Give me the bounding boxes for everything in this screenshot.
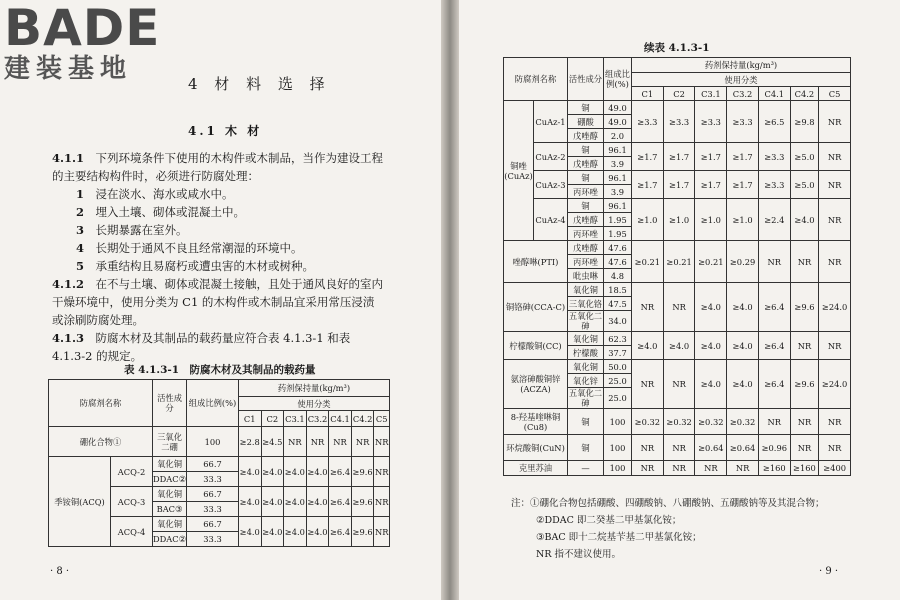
cell-value: ≥4.0 (727, 283, 759, 332)
cell-active: 氧化铜 (568, 360, 604, 374)
cell-value: NR (306, 427, 329, 457)
cell-ratio: 66.7 (187, 487, 239, 502)
cell-name: 唑醇啉(PTI) (504, 241, 568, 283)
cell-active: 氧化铜 (153, 457, 187, 472)
cell-value: ≥4.0 (284, 457, 307, 487)
cell-value: ≥3.3 (695, 101, 727, 143)
cell-value: ≥1.7 (663, 143, 695, 171)
retention-table-right (503, 57, 851, 476)
cell-value: NR (819, 171, 851, 199)
class-header: C2 (663, 87, 695, 101)
cell-ratio: 37.7 (604, 346, 632, 360)
cell-value: ≥0.32 (632, 409, 664, 435)
cell-value: ≥4.0 (306, 487, 329, 517)
cell-value: NR (819, 101, 851, 143)
list-number: 1 (76, 187, 85, 201)
clause-4-1-3 (52, 331, 350, 345)
cell-active: DDAC② (153, 532, 187, 547)
cell-ratio: 33.3 (187, 532, 239, 547)
cell-value: ≥1.0 (695, 199, 727, 241)
clause-4-1-2-line2: 干燥环境中，使用分类为 C1 的木构件或木制品宜采用常压浸渍 (52, 295, 375, 309)
cell-value: NR (819, 143, 851, 171)
chapter-title: 4 材 料 选 择 (188, 75, 331, 93)
table-note: ②DDAC 即二癸基二甲基氯化铵； (536, 515, 682, 526)
cell-active: 氧化锌 (568, 374, 604, 388)
table-caption: 续表 4.1.3-1 (644, 42, 710, 54)
header-name: 防腐剂名称 (504, 58, 568, 101)
cell-value: ≥3.3 (758, 143, 790, 171)
cell-active: — (568, 461, 604, 476)
cell-value: NR (819, 409, 851, 435)
cell-name: CuAz-3 (534, 171, 568, 199)
cell-active: 戊唑醇 (568, 241, 604, 255)
cell-value: ≥9.8 (790, 101, 819, 143)
list-item (76, 187, 234, 201)
cell-value: ≥1.7 (695, 171, 727, 199)
cell-value: NR (663, 435, 695, 461)
cell-value: ≥0.21 (632, 241, 664, 283)
cell-ratio: 25.0 (604, 388, 632, 409)
cell-value: ≥1.7 (632, 143, 664, 171)
logo-subtitle: 建装基地 (4, 54, 133, 84)
cell-value: ≥9.6 (351, 487, 374, 517)
cell-active: 丙环唑 (568, 227, 604, 241)
table-row (504, 435, 851, 461)
cell-value: ≥1.7 (727, 143, 759, 171)
header-retention: 药剂保持量(kg/m³) (238, 380, 389, 397)
header-active: 活性成分 (153, 380, 187, 427)
cell-ratio: 100 (604, 409, 632, 435)
cell-active: 铜 (568, 435, 604, 461)
class-header: C5 (374, 411, 390, 427)
cell-ratio: 47.5 (604, 297, 632, 311)
cell-value: ≥24.0 (819, 283, 851, 332)
cell-value: NR (632, 283, 664, 332)
left-page (0, 0, 441, 600)
retention-table-left (48, 379, 390, 547)
table-caption: 表 4.1.3-1 防腐木材及其制品的载药量 (124, 364, 316, 376)
cell-value: ≥9.6 (351, 457, 374, 487)
page-number: · 9 · (819, 566, 839, 577)
cell-ratio: 25.0 (604, 374, 632, 388)
cell-value: ≥4.0 (632, 332, 664, 360)
cell-ratio: 4.8 (604, 269, 632, 283)
cell-value: ≥5.0 (790, 171, 819, 199)
cell-ratio: 96.1 (604, 199, 632, 213)
cell-ratio: 1.95 (604, 227, 632, 241)
cell-ratio: 3.9 (604, 185, 632, 199)
cell-name: 铜铬砷(CCA-C) (504, 283, 568, 332)
cell-value: ≥4.0 (790, 199, 819, 241)
cell-value: NR (819, 241, 851, 283)
cell-value: NR (790, 332, 819, 360)
cell-value: NR (351, 427, 374, 457)
clause-number: 4.1.1 (52, 151, 85, 165)
class-header: C4.1 (329, 411, 352, 427)
cell-value: ≥6.4 (329, 457, 352, 487)
class-header: C3.1 (284, 411, 307, 427)
cell-ratio: 96.1 (604, 143, 632, 157)
cell-value: ≥4.0 (695, 283, 727, 332)
logo-wordmark: BADE (4, 0, 161, 57)
cell-value: ≥4.0 (727, 332, 759, 360)
cell-value: NR (284, 427, 307, 457)
clause-number: 4.1.2 (52, 277, 85, 291)
cell-value: NR (819, 332, 851, 360)
clause-4-1-2-line3: 或涂刷防腐处理。 (52, 313, 144, 327)
cell-ratio: 3.9 (604, 157, 632, 171)
table-row (504, 143, 851, 157)
cell-ratio: 18.5 (604, 283, 632, 297)
cell-active: 氧化铜 (568, 283, 604, 297)
section-title: 4.1 木 材 (188, 124, 263, 138)
cell-active: 戊唑醇 (568, 129, 604, 143)
cell-value: NR (819, 435, 851, 461)
cell-value: ≥0.29 (727, 241, 759, 283)
cell-value: NR (663, 283, 695, 332)
cell-value: ≥0.64 (695, 435, 727, 461)
cell-ratio: 33.3 (187, 502, 239, 517)
cell-active: 三氧化二硼 (153, 427, 187, 457)
class-header: C5 (819, 87, 851, 101)
cell-value: NR (632, 461, 664, 476)
list-number: 4 (76, 241, 85, 255)
cell-active: 五氧化二砷 (568, 311, 603, 331)
cell-value: ≥4.0 (663, 332, 695, 360)
list-item (76, 241, 303, 255)
table-row (504, 332, 851, 346)
cell-name: ACQ-2 (111, 457, 153, 487)
table-row (49, 457, 390, 472)
cell-name: 硼化合物① (49, 427, 153, 457)
cell-active: 丙环唑 (568, 255, 604, 269)
cell-value: ≥4.0 (284, 517, 307, 547)
cell-value: ≥4.0 (727, 360, 759, 409)
cell-value: NR (374, 427, 390, 457)
cell-value: ≥1.7 (695, 143, 727, 171)
cell-value: ≥160 (790, 461, 819, 476)
cell-ratio: 100 (604, 435, 632, 461)
cell-value: ≥4.0 (261, 487, 284, 517)
table-row (504, 409, 851, 435)
cell-active: 柠檬酸 (568, 346, 604, 360)
cell-value: NR (663, 461, 695, 476)
cell-active: 铜 (568, 143, 604, 157)
header-ratio: 组成比例(%) (604, 58, 632, 101)
cell-value: ≥6.4 (758, 332, 790, 360)
cell-value: ≥0.21 (663, 241, 695, 283)
cell-value: ≥6.4 (758, 360, 790, 409)
cell-value: NR (695, 461, 727, 476)
cell-value: ≥3.3 (727, 101, 759, 143)
cell-value: ≥6.4 (329, 487, 352, 517)
cell-value: ≥4.0 (284, 487, 307, 517)
cell-value: ≥4.0 (695, 360, 727, 409)
table-row (504, 283, 851, 297)
cell-active: 氧化铜 (568, 332, 604, 346)
cell-ratio: 2.0 (604, 129, 632, 143)
cell-value: NR (758, 409, 790, 435)
cell-ratio: 66.7 (187, 517, 239, 532)
class-header: C2 (261, 411, 284, 427)
cell-active: 铜 (568, 171, 604, 185)
cell-active: 丙环唑 (568, 185, 604, 199)
cell-value: NR (632, 435, 664, 461)
cell-value: ≥0.96 (758, 435, 790, 461)
cell-value: NR (374, 457, 390, 487)
cell-value: ≥0.32 (727, 409, 759, 435)
cell-value: ≥3.3 (758, 171, 790, 199)
cell-name: CuAz-4 (534, 199, 568, 241)
table-note: ③BAC 即十二烷基苄基二甲基氯化铵； (536, 532, 702, 543)
cell-ratio: 50.0 (604, 360, 632, 374)
header-active: 活性成分 (568, 58, 604, 101)
list-number: 5 (76, 259, 85, 273)
cell-value: NR (790, 435, 819, 461)
cell-value: ≥3.3 (663, 101, 695, 143)
clause-text: 防腐木材及其制品的载药量应符合表 4.1.3-1 和表 (95, 331, 351, 345)
table-row (504, 199, 851, 213)
clause-text: 在不与土壤、砌体或混凝土接触，且处于通风良好的室内 (95, 277, 384, 291)
cell-value: ≥6.5 (758, 101, 790, 143)
table-row (49, 427, 390, 457)
cell-name: 克里苏油 (504, 461, 568, 476)
cell-value: ≥6.4 (329, 517, 352, 547)
cell-ratio: 100 (187, 427, 239, 457)
cell-value: ≥4.0 (695, 332, 727, 360)
right-page (459, 0, 900, 600)
clause-4-1-2 (52, 277, 383, 291)
cell-name: 环烷酸铜(CuN) (504, 435, 568, 461)
cell-value: ≥2.8 (238, 427, 261, 457)
cell-value: NR (727, 461, 759, 476)
cell-value: ≥0.21 (695, 241, 727, 283)
cell-value: ≥6.4 (758, 283, 790, 332)
cell-value: ≥160 (758, 461, 790, 476)
table-row (504, 241, 851, 255)
cell-value: ≥4.0 (238, 517, 261, 547)
clause-4-1-1 (52, 151, 383, 165)
cell-active: 硼酸 (568, 115, 604, 129)
cell-ratio: 66.7 (187, 457, 239, 472)
cell-name: 氨溶砷酸铜锌(ACZA) (504, 360, 568, 409)
cell-group: 季铵铜(ACQ) (49, 457, 111, 547)
cell-value: NR (663, 360, 695, 409)
cell-ratio: 1.95 (604, 213, 632, 227)
cell-value: ≥3.3 (632, 101, 664, 143)
cell-value: NR (632, 360, 664, 409)
cell-value: NR (790, 409, 819, 435)
class-header: C4.2 (790, 87, 819, 101)
header-ratio: 组成比例(%) (187, 380, 239, 427)
table-row (504, 171, 851, 185)
cell-name: ACQ-3 (111, 487, 153, 517)
cell-value: ≥4.0 (306, 517, 329, 547)
cell-ratio: 34.0 (604, 311, 632, 332)
header-name: 防腐剂名称 (49, 380, 153, 427)
cell-value: ≥1.0 (727, 199, 759, 241)
cell-value: ≥4.0 (306, 457, 329, 487)
cell-active: 戊唑醇 (568, 157, 604, 171)
cell-value: NR (329, 427, 352, 457)
cell-active: 铜 (568, 199, 604, 213)
header-retention: 药剂保持量(kg/m³) (632, 58, 851, 73)
list-item (76, 223, 188, 237)
clause-text: 下列环境条件下使用的木构件或木制品，当作为建设工程 (95, 151, 384, 165)
cell-value: ≥4.0 (238, 487, 261, 517)
header-class: 使用分类 (238, 397, 389, 411)
cell-value: NR (374, 517, 390, 547)
cell-value: ≥1.0 (663, 199, 695, 241)
cell-value: ≥4.0 (261, 517, 284, 547)
cell-value: ≥1.0 (632, 199, 664, 241)
class-header: C3.1 (695, 87, 727, 101)
cell-value: ≥0.64 (727, 435, 759, 461)
cell-value: ≥4.0 (238, 457, 261, 487)
cell-active: 铜 (568, 409, 604, 435)
cell-value: ≥4.0 (261, 457, 284, 487)
list-text: 长期处于通风不良且经常潮湿的环境中。 (95, 241, 303, 255)
page-number: · 8 · (50, 566, 70, 577)
table-note: 注：①硼化合物包括硼酸、四硼酸钠、八硼酸钠、五硼酸钠等及其混合物； (511, 498, 825, 509)
cell-value: ≥1.7 (727, 171, 759, 199)
cell-ratio: 100 (604, 461, 632, 476)
class-header: C1 (632, 87, 664, 101)
cell-active: BAC③ (153, 502, 187, 517)
list-item (76, 205, 245, 219)
cell-active: 氧化铜 (153, 487, 187, 502)
cell-name: ACQ-4 (111, 517, 153, 547)
cell-value: NR (374, 487, 390, 517)
book-gutter (441, 0, 459, 600)
cell-value: ≥2.4 (758, 199, 790, 241)
class-header: C4.2 (351, 411, 374, 427)
cell-name: CuAz-1 (534, 101, 568, 143)
clause-4-1-3-line2: 4.1.3-2 的规定。 (52, 349, 143, 363)
cell-value: ≥9.6 (351, 517, 374, 547)
list-text: 长期暴露在室外。 (95, 223, 188, 237)
cell-ratio: 62.3 (604, 332, 632, 346)
cell-value: ≥9.6 (790, 360, 819, 409)
cell-active: 铜 (568, 101, 604, 115)
cell-name: CuAz-2 (534, 143, 568, 171)
list-text: 承重结构且易腐朽或遭虫害的木材或树种。 (95, 259, 315, 273)
table-note: NR 指不建议使用。 (536, 549, 621, 560)
class-header: C3.2 (306, 411, 329, 427)
cell-value: ≥1.7 (663, 171, 695, 199)
cell-active: DDAC② (153, 472, 187, 487)
table-row (504, 360, 851, 374)
cell-active: 五氧化二砷 (568, 388, 603, 408)
cell-value: ≥9.6 (790, 283, 819, 332)
class-header: C4.1 (758, 87, 790, 101)
cell-ratio: 49.0 (604, 101, 632, 115)
cell-value: ≥0.32 (663, 409, 695, 435)
cell-ratio: 49.0 (604, 115, 632, 129)
cell-name: 8-羟基喹啉铜(Cu8) (504, 409, 568, 435)
cell-value: ≥5.0 (790, 143, 819, 171)
class-header: C3.2 (727, 87, 759, 101)
clause-number: 4.1.3 (52, 331, 85, 345)
class-header: C1 (238, 411, 261, 427)
cell-active: 戊唑醇 (568, 213, 604, 227)
list-number: 3 (76, 223, 85, 237)
cell-active: 三氧化铬 (568, 298, 603, 309)
cell-value: ≥4.5 (261, 427, 284, 457)
cell-active: 吡虫啉 (568, 269, 604, 283)
cell-ratio: 96.1 (604, 171, 632, 185)
clause-4-1-1-line2: 的主要结构构件时，必须进行防腐处理： (52, 169, 259, 183)
list-text: 浸在淡水、海水或咸水中。 (95, 187, 234, 201)
cell-name: 柠檬酸铜(CC) (504, 332, 568, 360)
cell-active: 氧化铜 (153, 517, 187, 532)
cell-value: NR (758, 241, 790, 283)
cell-value: ≥24.0 (819, 360, 851, 409)
cell-value: ≥0.32 (695, 409, 727, 435)
list-item (76, 259, 314, 273)
cell-value: ≥1.7 (632, 171, 664, 199)
list-text: 埋入土壤、砌体或混凝土中。 (95, 205, 246, 219)
cell-ratio: 33.3 (187, 472, 239, 487)
list-number: 2 (76, 205, 85, 219)
cell-value: ≥400 (819, 461, 851, 476)
table-row (504, 461, 851, 476)
table-row (504, 101, 851, 115)
cell-ratio: 47.6 (604, 255, 632, 269)
bade-logo (4, 2, 176, 88)
cell-value: NR (790, 241, 819, 283)
cell-ratio: 47.6 (604, 241, 632, 255)
header-class: 使用分类 (632, 73, 851, 87)
cell-group: 铜唑(CuAz) (504, 101, 534, 241)
cell-value: NR (819, 199, 851, 241)
